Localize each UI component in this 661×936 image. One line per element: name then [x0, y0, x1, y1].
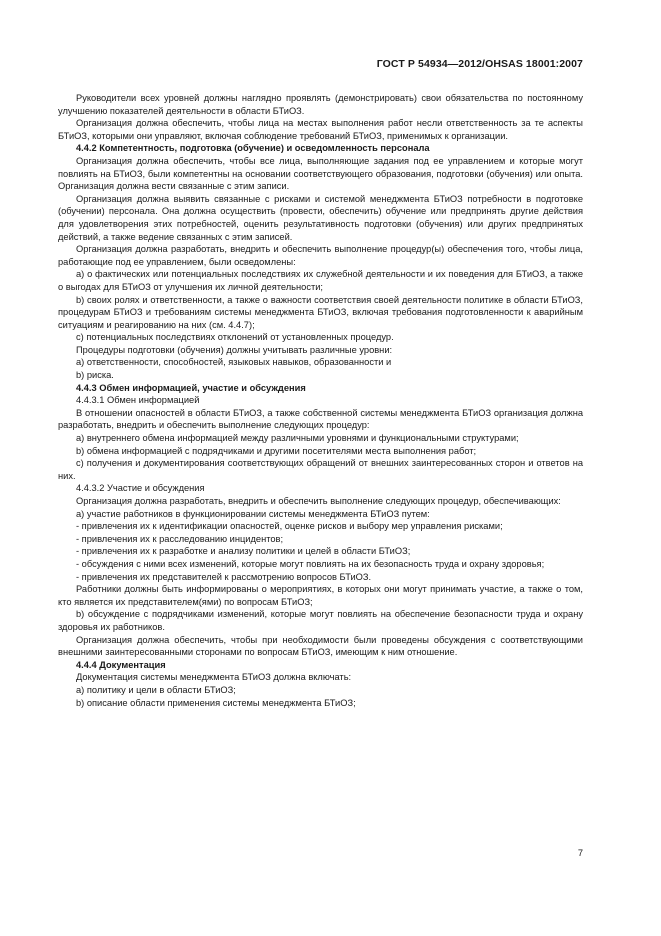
paragraph: Процедуры подготовки (обучения) должны учитывать различные уровни:: [76, 344, 393, 355]
paragraph: c) потенциальных последствиях отклонений от установленных процедур.: [76, 332, 394, 343]
paragraph: 4.4.3.1 Обмен информацией: [76, 395, 200, 406]
paragraph: В отношении опасностей в области БТиОЗ, а также собственной системы менеджмента БТиОЗ организация должна разработать, внедрить и обеспечить выполнение следующих процедур:: [58, 407, 583, 431]
paragraph: Организация должна обеспечить, чтобы лица на местах выполнения работ несли ответственность за те аспекты БТиОЗ, которыми они управляют, включая соблюдение требований БТиОЗ, применимых к организации.: [58, 118, 583, 141]
section-heading: 4.4.3 Обмен информацией, участие и обсуждения: [76, 382, 306, 393]
paragraph: b) описание области применения системы менеджмента БТиОЗ;: [76, 697, 356, 708]
paragraph: - привлечения их к разработке и анализу политики и целей в области БТиОЗ;: [76, 546, 411, 557]
paragraph: Организация должна обеспечить, чтобы все лица, выполняющие задания под ее управлением и которые могут повлиять на БТиОЗ, были компетентны на основании соответствующего образования, подготовки (обучения) или опыта. Организация должна вести связанные с этим записи.: [58, 155, 583, 192]
paragraph: Организация должна разработать, внедрить и обеспечить выполнение процедур(ы) обеспечения того, чтобы лица, работающие под ее управлением, были осведомлены:: [58, 244, 583, 267]
page-number: 7: [577, 848, 583, 858]
document-body: [58, 92, 583, 709]
paragraph: Работники должны быть информированы о мероприятиях, в которых они могут принимать участие, а также о том, кто является их представителем(ями) по вопросам БТиОЗ;: [58, 584, 583, 607]
paragraph: b) обсуждение с подрядчиками изменений, которые могут повлиять на обеспечение безопасности труда и охрану здоровья их работников.: [58, 609, 583, 632]
paragraph: a) о фактических или потенциальных последствиях их служебной деятельности и их поведения для БТиОЗ, а также о выгодах для БТиОЗ от улучшения их личной деятельности;: [58, 269, 583, 292]
paragraph: a) политику и цели в области БТиОЗ;: [76, 684, 236, 695]
section-heading: 4.4.2 Компетентность, подготовка (обучение) и осведомленность персонала: [76, 143, 430, 154]
paragraph: - привлечения их к расследованию инцидентов;: [76, 533, 284, 544]
paragraph: - обсуждения с ними всех изменений, которые могут повлиять на их безопасность труда и охрану здоровья;: [76, 558, 545, 569]
paragraph: b) обмена информацией с подрядчиками и другими посетителями места выполнения работ;: [76, 445, 477, 456]
standard-header: ГОСТ Р 54934—2012/OHSAS 18001:2007: [376, 58, 583, 70]
paragraph: a) внутреннего обмена информацией между различными уровнями и функциональными структурами;: [76, 433, 519, 444]
paragraph: b) риска.: [76, 370, 114, 381]
section-heading: 4.4.4 Документация: [76, 659, 166, 670]
paragraph: Организация должна выявить связанные с рисками и системой менеджмента БТиОЗ потребности в подготовке (обучении) персонала. Она должна осуществить (провести, обеспечить) обучение или предпринять другие действия для удовлетворения этих потребностей, оценить результативность подготовки (обучения) или других предпринятых действий, а также ведение связанных с этим записей.: [58, 193, 583, 242]
paragraph: - привлечения их к идентификации опасностей, оценке рисков и выбору мер управления рисками;: [76, 521, 503, 532]
paragraph: Руководители всех уровней должны наглядно проявлять (демонстрировать) свои обязательства по постоянному улучшению показателей деятельности в области БТиОЗ.: [58, 93, 583, 116]
paragraph: Документация системы менеджмента БТиОЗ должна включать:: [76, 672, 352, 683]
paragraph: c) получения и документирования соответствующих обращений от внешних заинтересованных сторон и ответов на них.: [58, 458, 583, 481]
paragraph: 4.4.3.2 Участие и обсуждения: [76, 483, 205, 494]
paragraph: a) ответственности, способностей, языковых навыков, образованности и: [76, 357, 392, 368]
paragraph: b) своих ролях и ответственности, а также о важности соответствия своей деятельности политике в области БТиОЗ, процедурам БТиОЗ и требованиям системы менеджмента БТиОЗ, включая требования подготовленности к аварийным ситуациям и реагированию на них (см. 4.4.7);: [58, 294, 583, 330]
paragraph: Организация должна разработать, внедрить и обеспечить выполнение следующих процедур, обеспечивающих:: [76, 496, 561, 506]
paragraph: a) участие работников в функционировании системы менеджмента БТиОЗ путем:: [76, 508, 430, 519]
paragraph: - привлечения их представителей к рассмотрению вопросов БТиОЗ.: [76, 571, 372, 582]
document-page: [58, 58, 583, 709]
paragraph: Организация должна обеспечить, чтобы при необходимости были проведены обсуждения с соответствующими внешними заинтересованными сторонами по вопросам БТиОЗ, имеющим к ним отношение.: [58, 634, 583, 658]
